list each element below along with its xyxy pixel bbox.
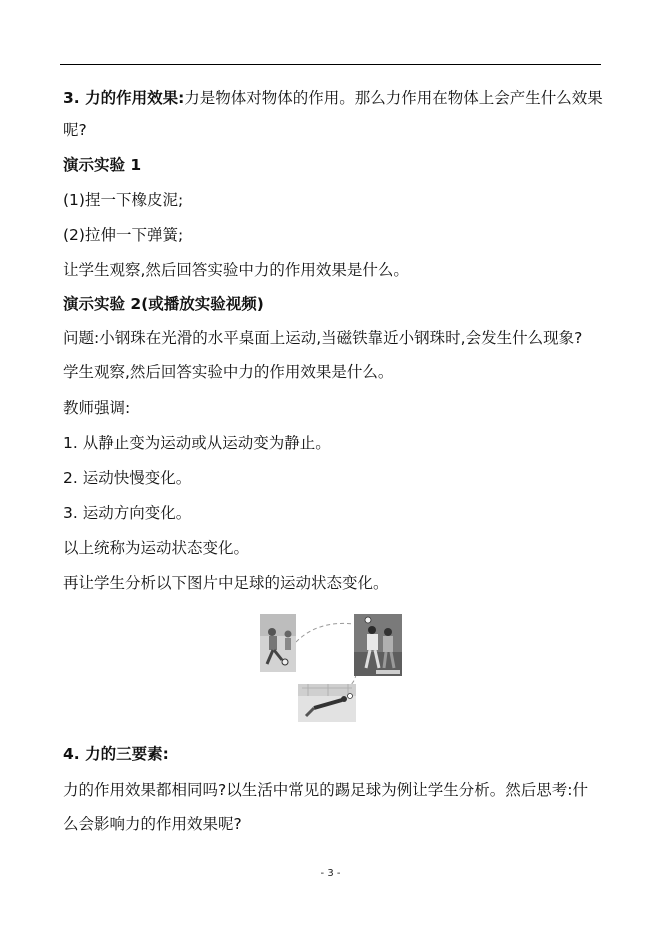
section3-line1 (63, 88, 603, 108)
section3-heading: 3. 力的作用效果: (63, 89, 185, 107)
demo1-item-2: (2)拉伸一下弹簧; (63, 226, 184, 244)
section3-text: 力是物体对物体的作用。那么力作用在物体上会产生什么效果 (184, 89, 603, 107)
emphasis-point-2: 2. 运动快慢变化。 (63, 469, 192, 487)
emphasis-point-1: 1. 从静止变为运动或从运动变为静止。 (63, 434, 331, 452)
section4-line1: 力的作用效果都相同吗?以生活中常见的踢足球为例让学生分析。然后思考:什 (63, 781, 588, 799)
section4-line2: 么会影响力的作用效果呢? (63, 815, 242, 833)
demo2-question: 问题:小钢珠在光滑的水平桌面上运动,当磁铁靠近小钢珠时,会发生什么现象? (63, 329, 583, 347)
soccer-header-photo (354, 614, 402, 676)
demo1-note: 让学生观察,然后回答实验中力的作用效果是什么。 (63, 261, 409, 279)
goalkeeper-dive-photo (298, 684, 356, 722)
section4-heading (63, 744, 169, 764)
section4-heading-text: 4. 力的三要素: (63, 745, 169, 763)
demo1-item-1: (1)捏一下橡皮泥; (63, 191, 184, 209)
soccer-kick-photo (260, 614, 296, 672)
emphasis-summary: 以上统称为运动状态变化。 (63, 539, 250, 557)
demo2-note: 学生观察,然后回答实验中力的作用效果是什么。 (63, 363, 394, 381)
demo2-title: 演示实验 2(或播放实验视频) (63, 295, 264, 313)
section3-line2: 呢? (63, 121, 87, 139)
header-rule (60, 64, 601, 65)
demo1-title: 演示实验 1 (63, 156, 142, 174)
page-number: - 3 - (320, 868, 341, 879)
emphasis-label: 教师强调: (63, 399, 131, 417)
soccer-photos-figure (258, 612, 404, 724)
emphasis-point-3: 3. 运动方向变化。 (63, 504, 192, 522)
trajectory-arc-top (296, 623, 354, 642)
emphasis-prompt: 再让学生分析以下图片中足球的运动状态变化。 (63, 574, 389, 592)
